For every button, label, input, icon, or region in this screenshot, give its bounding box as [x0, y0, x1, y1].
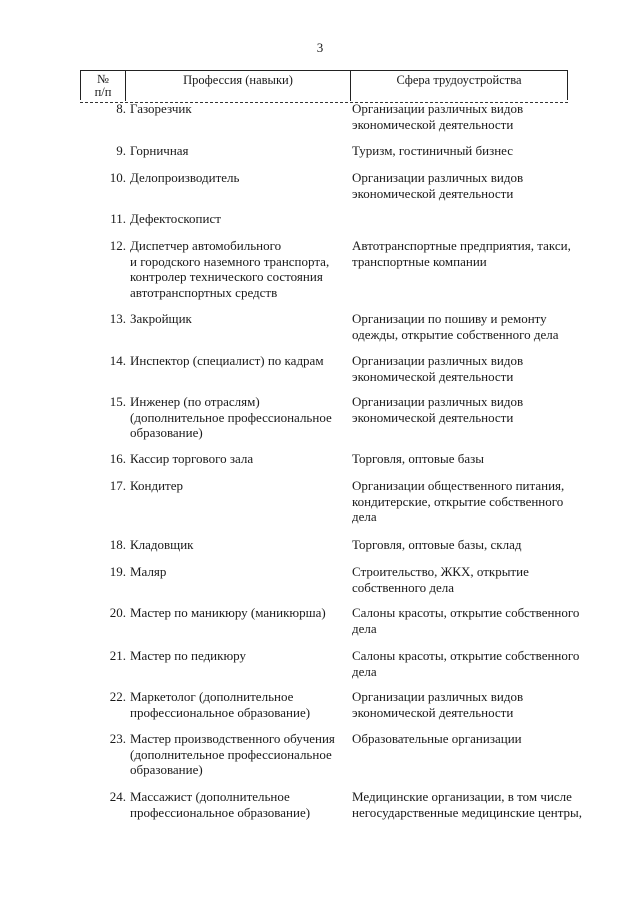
row-profession: [130, 689, 345, 720]
row-profession: [130, 238, 345, 300]
sphere-line: Организации различных видов: [352, 353, 524, 368]
profession-line: Маркетолог (дополнительное: [130, 689, 294, 704]
sphere-line: дела: [352, 663, 377, 679]
row-sphere: [352, 170, 592, 201]
profession-line: Мастер производственного обучения: [130, 731, 335, 746]
profession-line: Делопроизводитель: [130, 170, 240, 185]
header-sphere-column: Сфера трудоустройства: [396, 73, 522, 87]
profession-line: профессиональное образование): [130, 704, 311, 720]
row-profession: [130, 451, 345, 467]
sphere-line: экономической деятельности: [352, 116, 514, 132]
sphere-line: Торговля, оптовые базы, склад: [352, 537, 522, 552]
row-profession: [130, 478, 345, 494]
sphere-line: экономической деятельности: [352, 368, 514, 384]
sphere-line: Торговля, оптовые базы: [352, 451, 485, 466]
table-header: [80, 70, 568, 100]
sphere-line: Организации различных видов: [352, 170, 524, 185]
profession-line: Диспетчер автомобильного: [130, 238, 282, 253]
sphere-line: Организации общественного питания,: [352, 478, 565, 493]
header-number-abbrev: п/п: [94, 85, 112, 99]
row-number: 11.: [110, 211, 126, 226]
profession-line: Кондитер: [130, 478, 184, 493]
row-number: 17.: [109, 478, 126, 493]
profession-line: Мастер по педикюру: [130, 648, 246, 663]
row-number: 9.: [116, 143, 126, 158]
sphere-line: Организации различных видов: [352, 394, 524, 409]
row-sphere: [352, 689, 592, 720]
row-sphere: [352, 394, 592, 425]
row-number: 8.: [116, 101, 126, 116]
row-sphere: [352, 648, 592, 679]
row-sphere: [352, 605, 592, 636]
sphere-line: экономической деятельности: [352, 704, 514, 720]
row-number: 16.: [109, 451, 126, 466]
page-number: 3: [316, 40, 324, 55]
sphere-line: дела: [352, 620, 377, 636]
sphere-line: дела: [352, 509, 377, 524]
row-number: 23.: [109, 731, 126, 746]
row-profession: [130, 564, 345, 580]
profession-line: Инспектор (специалист) по кадрам: [130, 353, 324, 368]
row-number: 10.: [109, 170, 126, 185]
row-profession: [130, 143, 345, 159]
row-sphere: [352, 451, 592, 467]
profession-line: (дополнительное профессиональное: [130, 746, 332, 762]
row-profession: [130, 211, 345, 227]
row-number: 24.: [109, 789, 126, 804]
profession-line: автотранспортных средств: [130, 284, 278, 300]
row-sphere: [352, 143, 592, 159]
row-profession: [130, 731, 345, 778]
row-sphere: [352, 537, 592, 553]
profession-line: контролер технического состояния: [130, 269, 323, 284]
sphere-line: экономической деятельности: [352, 185, 514, 201]
sphere-line: Медицинские организации, в том числе: [352, 789, 572, 804]
row-number: 14.: [109, 353, 126, 368]
row-profession: [130, 789, 345, 820]
sphere-line: Организации по пошиву и ремонту: [352, 311, 547, 326]
row-sphere: [352, 731, 592, 747]
sphere-line: Автотранспортные предприятия, такси,: [352, 238, 571, 253]
row-number: 20.: [109, 605, 126, 620]
sphere-line: Салоны красоты, открытие собственного: [352, 648, 580, 663]
sphere-line: Туризм, гостиничный бизнес: [352, 143, 514, 158]
sphere-line: Образовательные организации: [352, 731, 522, 746]
profession-line: Газорезчик: [130, 101, 192, 116]
sphere-line: Салоны красоты, открытие собственного: [352, 605, 580, 620]
profession-line: Инженер (по отраслям): [130, 394, 260, 409]
header-number-column: [81, 71, 126, 101]
row-number: 19.: [109, 564, 126, 579]
profession-line: Маляр: [130, 564, 167, 579]
row-number: 13.: [109, 311, 126, 326]
row-sphere: [352, 353, 592, 384]
row-number: 12.: [109, 238, 126, 253]
profession-line: Мастер по маникюру (маникюрша): [130, 605, 326, 620]
sphere-line: негосударственные медицинские центры,: [352, 804, 583, 820]
row-profession: [130, 311, 345, 327]
sphere-line: Организации различных видов: [352, 689, 524, 704]
row-sphere: [352, 789, 592, 820]
profession-line: (дополнительное профессиональное: [130, 409, 332, 425]
row-sphere: [352, 478, 592, 525]
row-sphere: [352, 238, 592, 269]
row-sphere: [352, 101, 592, 132]
sphere-line: Организации различных видов: [352, 101, 524, 116]
profession-line: и городского наземного транспорта,: [130, 253, 330, 269]
row-number: 21.: [109, 648, 126, 663]
sphere-line: собственного дела: [352, 579, 454, 595]
profession-line: Горничная: [130, 143, 189, 158]
row-sphere: [352, 564, 592, 595]
profession-line: образование): [130, 425, 203, 440]
row-sphere: [352, 311, 592, 342]
sphere-line: транспортные компании: [352, 253, 487, 269]
row-number: 22.: [109, 689, 126, 704]
profession-line: Массажист (дополнительное: [130, 789, 290, 804]
sphere-line: Строительство, ЖКХ, открытие: [352, 564, 529, 579]
profession-line: Дефектоскопист: [130, 211, 221, 226]
sphere-line: кондитерские, открытие собственного: [352, 493, 564, 509]
profession-line: Закройщик: [130, 311, 192, 326]
row-profession: [130, 648, 345, 664]
header-profession-column: Профессия (навыки): [126, 71, 351, 101]
row-profession: [130, 605, 345, 621]
header-number-symbol: №: [97, 72, 109, 86]
row-number: 15.: [109, 394, 126, 409]
sphere-line: экономической деятельности: [352, 409, 514, 425]
profession-line: Кладовщик: [130, 537, 194, 552]
sphere-line: одежды, открытие собственного дела: [352, 326, 559, 342]
row-profession: [130, 394, 345, 441]
profession-line: образование): [130, 762, 203, 777]
row-profession: [130, 353, 345, 369]
row-profession: [130, 537, 345, 553]
row-number: 18.: [109, 537, 126, 552]
row-profession: [130, 101, 345, 117]
profession-line: Кассир торгового зала: [130, 451, 254, 466]
row-profession: [130, 170, 345, 186]
profession-line: профессиональное образование): [130, 804, 311, 820]
